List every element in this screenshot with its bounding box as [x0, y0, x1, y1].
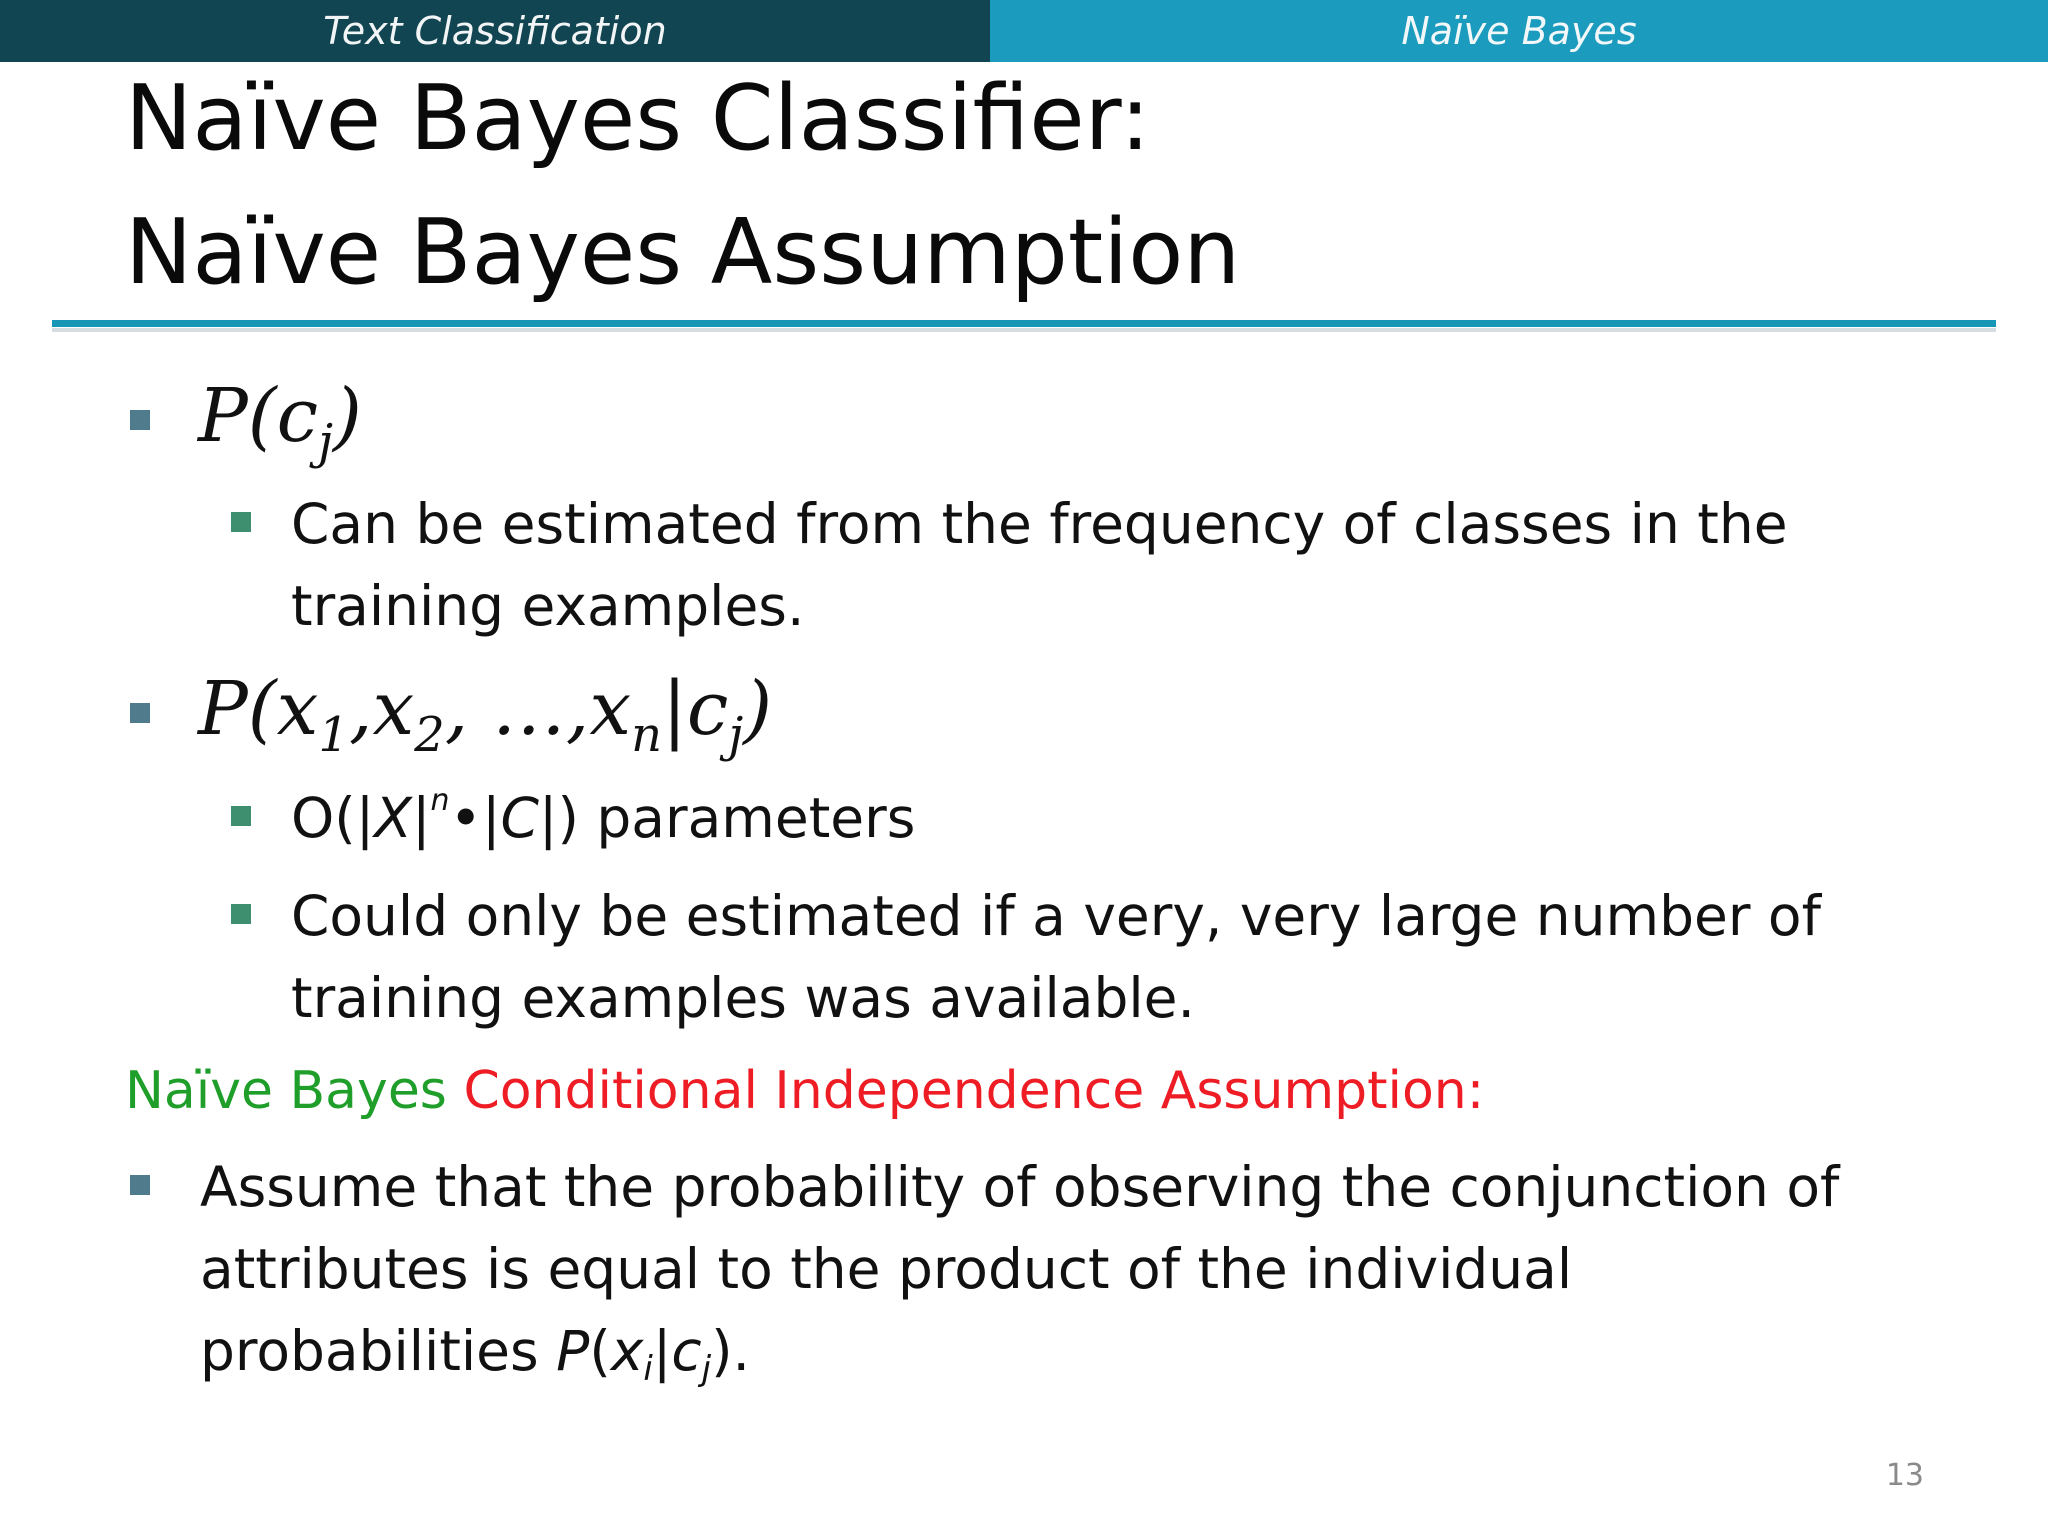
- bullet-square-icon: [130, 1175, 150, 1195]
- sub-bullet-square-icon: [231, 806, 251, 826]
- slide-title-line1: Naïve Bayes Classifier:: [125, 66, 1151, 171]
- header-section-text-classification: Text Classification: [0, 0, 990, 62]
- estimation-text: Could only be estimated if a very, very large number of training examples was available.: [291, 884, 1821, 1030]
- title-divider-shadow: [52, 328, 1996, 332]
- assumption-text: Assume that the probability of observing the conjunction of attributes is equal to the product of the individual probabilities $P(x_i|c_j)$.: [200, 1155, 1840, 1390]
- formula-prior: $P(c_j)$: [198, 373, 362, 470]
- bullet-square-icon: [130, 410, 150, 430]
- header-section-naive-bayes: Naïve Bayes: [990, 0, 2048, 62]
- assumption-heading: Naïve Bayes Conditional Independence Assumption:: [125, 1061, 1485, 1121]
- page-number: 13: [1885, 1458, 1924, 1493]
- prior-estimate-text: Can be estimated from the frequency of classes in the training examples.: [291, 492, 1788, 638]
- sub-bullet-square-icon: [231, 512, 251, 532]
- formula-likelihood: $P(x_1,x_2$, $\dots,x_n|c_j$): [198, 666, 773, 763]
- slide-title: [125, 52, 1240, 320]
- sub-bullet-square-icon: [231, 904, 251, 924]
- parameters-text: $O(|X|^n•|C|)$ parameters: [291, 783, 916, 850]
- title-divider: [52, 320, 1996, 327]
- bullet-square-icon: [130, 703, 150, 723]
- slide-title-line2: Naïve Bayes Assumption: [125, 200, 1241, 305]
